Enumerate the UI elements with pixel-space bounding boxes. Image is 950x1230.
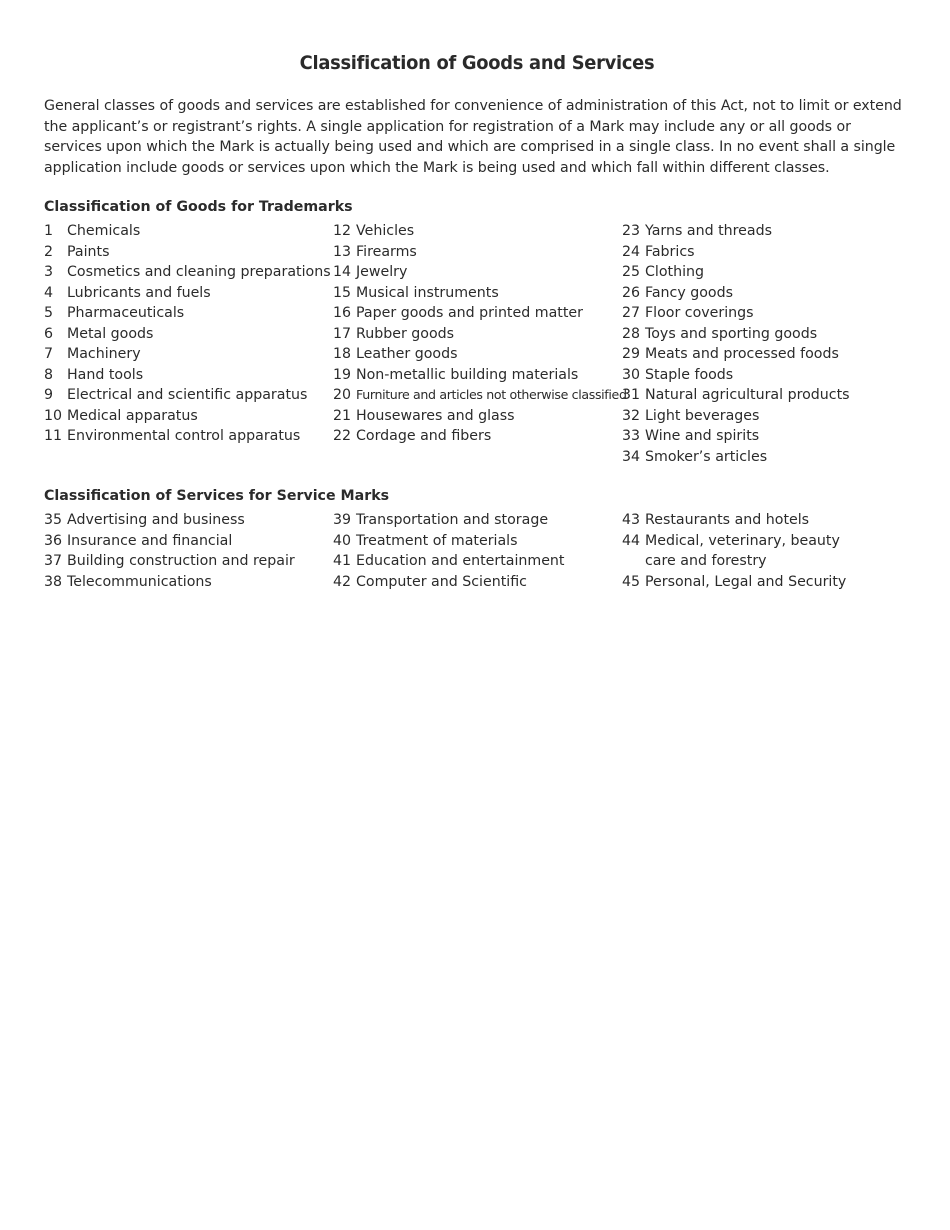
class-number: 39 bbox=[333, 512, 352, 528]
class-number: 20 bbox=[333, 387, 352, 403]
class-number: 18 bbox=[333, 346, 352, 362]
class-number: 41 bbox=[333, 553, 352, 569]
class-number: 38 bbox=[44, 573, 63, 590]
class-item bbox=[333, 406, 622, 427]
class-label: Computer and Scientific bbox=[356, 573, 527, 590]
goods-column-2 bbox=[333, 221, 627, 467]
class-label: Chemicals bbox=[67, 223, 141, 239]
class-label: Vehicles bbox=[356, 223, 415, 239]
class-number: 2 bbox=[44, 243, 54, 260]
class-label: Hand tools bbox=[67, 366, 144, 383]
class-item bbox=[622, 242, 910, 263]
class-number: 23 bbox=[622, 223, 641, 239]
class-label: Insurance and financial bbox=[67, 532, 233, 549]
goods-column-3 bbox=[622, 221, 910, 467]
class-label: Light beverages bbox=[645, 407, 760, 424]
class-item bbox=[333, 551, 622, 572]
class-number: 25 bbox=[622, 264, 641, 280]
class-number: 26 bbox=[622, 284, 641, 301]
class-item bbox=[333, 385, 627, 406]
class-number: 1 bbox=[44, 223, 54, 239]
class-label: Advertising and business bbox=[67, 512, 245, 528]
class-number: 3 bbox=[44, 264, 54, 280]
services-classes-list bbox=[44, 510, 910, 592]
class-label: Fabrics bbox=[645, 243, 695, 260]
services-column-2 bbox=[333, 510, 622, 592]
class-label: Personal, Legal and Security bbox=[645, 573, 847, 590]
class-number: 45 bbox=[622, 573, 641, 590]
goods-column-1 bbox=[44, 221, 333, 467]
class-item bbox=[622, 426, 910, 447]
class-label: Telecommunications bbox=[67, 573, 212, 590]
class-label: Education and entertainment bbox=[356, 553, 565, 569]
class-number: 34 bbox=[622, 448, 641, 465]
class-item bbox=[333, 303, 622, 324]
class-number: 28 bbox=[622, 325, 641, 342]
class-item bbox=[622, 365, 910, 386]
class-number: 35 bbox=[44, 512, 63, 528]
class-item bbox=[622, 447, 910, 468]
class-item bbox=[333, 572, 622, 593]
class-item bbox=[333, 344, 622, 365]
class-item bbox=[622, 221, 910, 242]
class-number: 17 bbox=[333, 325, 352, 342]
class-item bbox=[44, 406, 333, 427]
class-item bbox=[622, 283, 910, 304]
class-number: 11 bbox=[44, 428, 63, 444]
class-label: Firearms bbox=[356, 243, 417, 260]
class-label: Metal goods bbox=[67, 325, 154, 342]
class-label: Rubber goods bbox=[356, 325, 455, 342]
class-label: Non-metallic building materials bbox=[356, 366, 579, 383]
goods-classes-list bbox=[44, 221, 910, 467]
class-number: 29 bbox=[622, 346, 641, 362]
class-number: 40 bbox=[333, 532, 352, 549]
services-column-1 bbox=[44, 510, 333, 592]
class-label: Pharmaceuticals bbox=[67, 305, 185, 321]
class-item bbox=[622, 531, 910, 572]
class-number: 33 bbox=[622, 428, 641, 444]
class-number: 27 bbox=[622, 305, 641, 321]
class-item bbox=[622, 344, 910, 365]
class-number: 36 bbox=[44, 532, 63, 549]
class-item bbox=[333, 283, 622, 304]
class-label: Leather goods bbox=[356, 346, 458, 362]
class-label: Furniture and articles not otherwise classified bbox=[356, 387, 627, 402]
class-item bbox=[44, 365, 333, 386]
class-label: Clothing bbox=[645, 264, 705, 280]
class-item bbox=[622, 303, 910, 324]
class-label: Restaurants and hotels bbox=[645, 512, 810, 528]
class-label: Yarns and threads bbox=[645, 223, 772, 239]
class-item bbox=[44, 221, 333, 242]
class-label: Paper goods and printed matter bbox=[356, 305, 583, 321]
goods-heading: Classification of Goods for Trademarks bbox=[44, 199, 353, 215]
class-item bbox=[622, 510, 910, 531]
services-heading: Classification of Services for Service Marks bbox=[44, 488, 390, 504]
class-label: Wine and spirits bbox=[645, 428, 760, 444]
class-item bbox=[44, 324, 333, 345]
class-item bbox=[622, 385, 910, 406]
class-item bbox=[44, 262, 333, 283]
class-number: 15 bbox=[333, 284, 352, 301]
class-number: 37 bbox=[44, 553, 63, 569]
class-item bbox=[44, 303, 333, 324]
class-item bbox=[622, 262, 910, 283]
class-number: 31 bbox=[622, 387, 641, 403]
class-label: Meats and processed foods bbox=[645, 346, 839, 362]
document-page bbox=[44, 52, 910, 592]
class-label: Paints bbox=[67, 243, 110, 260]
class-number: 10 bbox=[44, 407, 63, 424]
intro-paragraph: General classes of goods and services are established for convenience of administration of this Act, not to limit or extend the applicant’s or registrant’s rights. A single application for registration of a Mark may include any or all goods or services upon which the Mark is actually being used and which are comprised in a single class. In no event shall a single application include goods or services upon which the Mark is being used and which fall within different classes. bbox=[44, 98, 902, 176]
class-number: 22 bbox=[333, 428, 352, 444]
class-label: Toys and sporting goods bbox=[645, 325, 818, 342]
class-label: Building construction and repair bbox=[67, 553, 295, 569]
class-label: Medical, veterinary, beauty care and forestry bbox=[645, 532, 840, 569]
class-item bbox=[44, 242, 333, 263]
class-item bbox=[44, 510, 333, 531]
class-number: 19 bbox=[333, 366, 352, 383]
class-label: Cordage and fibers bbox=[356, 428, 492, 444]
class-item bbox=[44, 426, 333, 447]
class-label: Jewelry bbox=[356, 264, 408, 280]
class-number: 16 bbox=[333, 305, 352, 321]
class-label: Floor coverings bbox=[645, 305, 754, 321]
class-number: 6 bbox=[44, 325, 54, 342]
class-number: 8 bbox=[44, 366, 54, 383]
class-number: 24 bbox=[622, 243, 641, 260]
class-item bbox=[333, 531, 622, 552]
class-number: 13 bbox=[333, 243, 352, 260]
class-item bbox=[622, 406, 910, 427]
class-item bbox=[622, 324, 910, 345]
class-item bbox=[44, 551, 333, 572]
class-item bbox=[44, 283, 333, 304]
class-item bbox=[333, 242, 622, 263]
class-number: 21 bbox=[333, 407, 352, 424]
class-number: 30 bbox=[622, 366, 641, 383]
class-label: Musical instruments bbox=[356, 284, 499, 301]
class-number: 42 bbox=[333, 573, 352, 590]
class-label: Fancy goods bbox=[645, 284, 734, 301]
class-item bbox=[333, 510, 622, 531]
class-item bbox=[44, 572, 333, 593]
class-number: 4 bbox=[44, 284, 54, 301]
class-label: Environmental control apparatus bbox=[67, 428, 301, 444]
class-number: 14 bbox=[333, 264, 352, 280]
class-label: Smoker’s articles bbox=[645, 448, 768, 465]
class-item bbox=[44, 385, 333, 406]
class-item bbox=[44, 531, 333, 552]
class-label: Lubricants and fuels bbox=[67, 284, 211, 301]
class-label: Electrical and scientific apparatus bbox=[67, 387, 308, 403]
services-column-3 bbox=[622, 510, 910, 592]
class-item bbox=[333, 262, 622, 283]
class-label: Staple foods bbox=[645, 366, 734, 383]
class-label: Medical apparatus bbox=[67, 407, 198, 424]
class-number: 43 bbox=[622, 512, 641, 528]
class-label: Transportation and storage bbox=[356, 512, 549, 528]
class-item bbox=[622, 572, 910, 593]
class-label: Treatment of materials bbox=[356, 532, 518, 549]
class-label: Cosmetics and cleaning preparations bbox=[67, 264, 331, 280]
class-number: 12 bbox=[333, 223, 352, 239]
class-label: Natural agricultural products bbox=[645, 387, 850, 403]
class-item bbox=[333, 365, 622, 386]
class-number: 7 bbox=[44, 346, 54, 362]
class-number: 5 bbox=[44, 305, 54, 321]
class-item bbox=[333, 324, 622, 345]
class-number: 32 bbox=[622, 407, 641, 424]
class-item bbox=[333, 221, 622, 242]
class-item bbox=[44, 344, 333, 365]
page-title: Classification of Goods and Services bbox=[299, 52, 655, 74]
class-label: Housewares and glass bbox=[356, 407, 515, 424]
class-number: 9 bbox=[44, 387, 54, 403]
class-item bbox=[333, 426, 622, 447]
class-label: Machinery bbox=[67, 346, 141, 362]
class-number: 44 bbox=[622, 532, 641, 549]
